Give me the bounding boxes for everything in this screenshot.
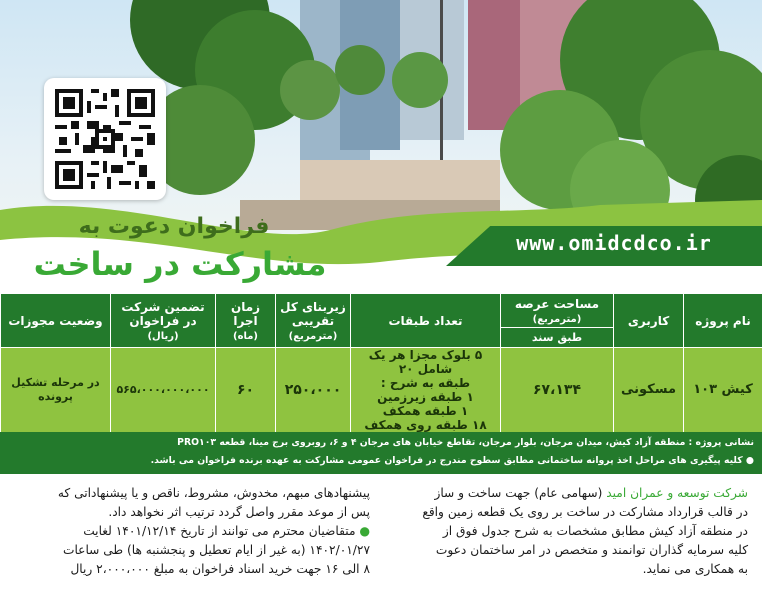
intro-paragraph: شرکت توسعه و عمران امید (سهامی عام) جهت ساخت و ساز در قالب قرارداد مشارکت در ساخت بر روی یک قطعه زمین واقع در منطقه آزاد کیش مطابق مشخصات به شرح جدول فوق از کلیه سرمایه گذاران توانمند و متخصص در امر ساختمان دعوت به همکاری می نماید. [422,486,748,576]
permit-note: ● کلیه پیگیری های مراحل اخذ پروانه ساختمانی مطابق سطوح مندرج در فراخوان عمومی مشارکت به عهده برنده فراخوان می باشد. [150,455,754,466]
headline-line-2: مشارکت در ساخت [33,245,327,283]
company-name: شرکت توسعه و عمران امید [606,486,748,500]
header-usage: کاربری [614,294,684,348]
website-link[interactable]: www.omidcdco.ir [516,231,712,255]
cell-permit-status: در مرحله تشکیل پرونده [1,348,111,433]
cell-project-name: کیش ۱۰۳ [684,348,762,433]
conditions-paragraph: پیشنهادهای مبهم، مخدوش، مشروط، ناقص و یا پیشنهاداتی که پس از موعد مقرر واصل گردد ترتیب اثر نخواهد داد. ● متقاضیان محترم می توانند از تاریخ ۱۴۰۱/۱۲/۱۴ لغایت ۱۴۰۲/۰۱/۲۷ (به غیر از ایام تعطیل و پنجشنبه ها) طی ساعات ۸ الی ۱۶ جهت خرید اسناد فراخوان به مبلغ ۲،۰۰۰،۰۰۰ ریال [57,486,370,576]
header-guarantee: تضمین شرکت در فراخوان (ریال) [111,294,216,348]
hero-banner [0,0,762,292]
header-built-area: زیربنای کل تقریبی (مترمربع) [276,294,351,348]
cell-guarantee: ۵۶۵،۰۰۰،۰۰۰،۰۰۰ [111,348,216,433]
project-address: نشانی پروژه : منطقه آزاد کیش، میدان مرجان، بلوار مرجان، تقاطع خیابان های مرجان ۴ و ۶، روبروی برج مینا، قطعه PRO۱۰۳ [177,437,754,448]
cell-built-area: ۲۵۰،۰۰۰ [276,348,351,433]
qr-code-icon [55,89,155,189]
bullet-icon: ● [359,524,370,538]
cell-floors: ۵ بلوک مجزا هر یک شامل ۲۰ طبقه به شرح : ۱ طبقه زیرزمین ۱ طبقه همکف ۱۸ طبقه روی همکف [351,348,501,433]
header-land-area: مساحت عرصه (مترمربع) [501,294,614,328]
bullet-icon: ● [742,455,754,466]
header-land-area-sub: طبق سند [501,328,614,348]
header-floors: تعداد طبقات [351,294,501,348]
header-project-name: نام پروژه [684,294,762,348]
header-permit-status: وضعیت مجوزات [1,294,111,348]
cell-usage: مسکونی [614,348,684,433]
notes-bar [0,432,762,474]
cell-duration: ۶۰ [216,348,276,433]
project-table [0,293,762,433]
headline-line-1: فراخوان دعوت به [78,214,270,239]
qr-code-card [44,78,166,200]
header-duration: زمان اجرا (ماه) [216,294,276,348]
cell-land-area: ۶۷،۱۳۴ [501,348,614,433]
